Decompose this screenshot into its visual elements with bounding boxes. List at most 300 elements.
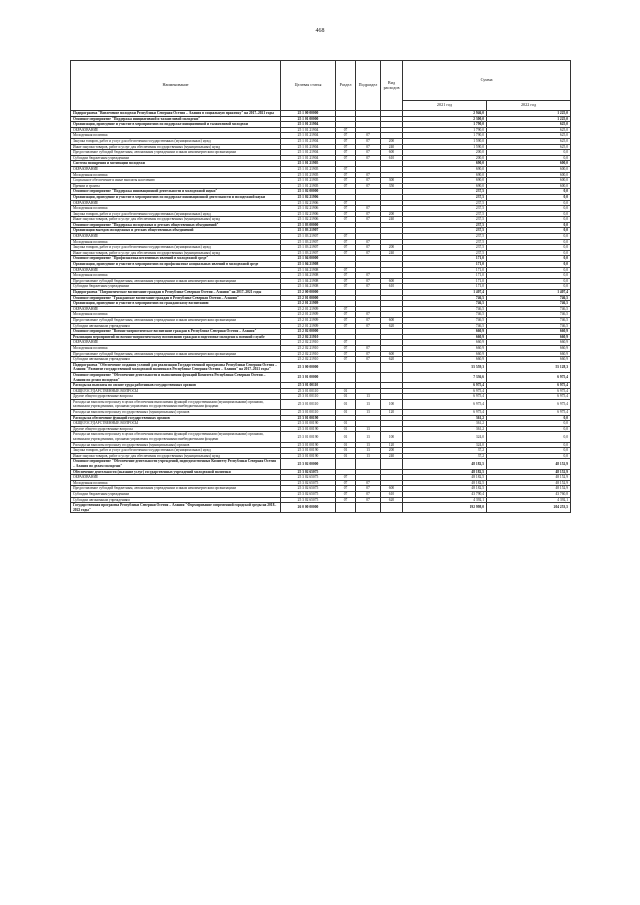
cell-y2: 746,5 — [487, 306, 571, 312]
cell-sub: 13 — [356, 448, 381, 454]
cell-exp: 200 — [381, 211, 403, 217]
cell-y2: 0,0 — [487, 250, 571, 256]
cell-y1: 6 975,4 — [403, 410, 487, 416]
cell-code: 25 1 01 21904 — [281, 155, 336, 161]
cell-code: 25 3 01 00110 — [281, 410, 336, 416]
cell-y2: 600,0 — [487, 166, 571, 172]
cell-name: Основное мероприятие "Поддержка молодежных и детских общественных объединений" — [71, 222, 281, 228]
cell-name: Основное мероприятие "Поддержка инновационной деятельности и молодежной науки" — [71, 189, 281, 195]
cell-y2: 48 152,9 — [487, 480, 571, 486]
cell-y2: 0,0 — [487, 206, 571, 212]
cell-y1: 690,0 — [403, 183, 487, 189]
table-row — [71, 432, 571, 442]
cell-name: Другие общегосударственные вопросы — [71, 426, 281, 432]
cell-y1: 55 559,3 — [403, 362, 487, 372]
header-year-2022: 2022 год — [487, 101, 571, 111]
cell-y1: 43 790,4 — [403, 491, 487, 497]
cell-name: Предоставление субсидий бюджетным, автономным учреждениям и иным некоммерческим организациям — [71, 486, 281, 492]
cell-code: 25 1 04 21908 — [281, 273, 336, 279]
cell-name: Предоставление субсидий бюджетным, автономным учреждениям и иным некоммерческим организациям — [71, 278, 281, 284]
cell-exp: 600 — [381, 150, 403, 156]
cell-y2: 0,0 — [487, 200, 571, 206]
cell-y2: 746,5 — [487, 301, 571, 307]
cell-y2: 6 975,4 — [487, 372, 571, 382]
cell-y1: 237,5 — [403, 206, 487, 212]
cell-name: Подпрограмма "Патриотическое воспитание граждан в Республике Северная Осетия – Алания" на 2017–2021 годы — [71, 290, 281, 296]
cell-sec: 07 — [336, 267, 356, 273]
cell-sec: 07 — [336, 217, 356, 223]
cell-y1: 746,5 — [403, 323, 487, 329]
cell-y1: 6 975,4 — [403, 399, 487, 409]
cell-y2: 0,0 — [487, 194, 571, 200]
cell-name: Предоставление субсидий бюджетным, автономным учреждениям и иным некоммерческим организациям — [71, 351, 281, 357]
cell-name: Субсидии автономным учреждениям — [71, 357, 281, 363]
cell-sec: 01 — [336, 394, 356, 400]
cell-name: Расходы на выплаты персоналу в целях обеспечения выполнения функций государственными (муниципальными) органами, казенными учреждениями, органами управления государственными внебюджетными фондами — [71, 432, 281, 442]
cell-y1: 7 336,6 — [403, 372, 487, 382]
cell-y2: 0,0 — [487, 267, 571, 273]
cell-sec: 01 — [336, 399, 356, 409]
cell-y1: 1 790,0 — [403, 122, 487, 128]
cell-exp: 600 — [381, 317, 403, 323]
cell-name: Молодежная политика — [71, 239, 281, 245]
cell-sub: 07 — [356, 245, 381, 251]
cell-code: 25 3 02 65075 — [281, 486, 336, 492]
cell-sec: 07 — [336, 239, 356, 245]
cell-code: 25 1 01 21904 — [281, 144, 336, 150]
cell-name: Организация, проведение и участие в мероприятиях по поддержке инициативной и талантливой молодежи — [71, 122, 281, 128]
cell-sec: 07 — [336, 306, 356, 312]
cell-name: Основное мероприятие "Профилактика негативных явлений в молодежной среде" — [71, 256, 281, 262]
cell-y1: 746,5 — [403, 306, 487, 312]
cell-y2: 0,0 — [487, 426, 571, 432]
cell-name: Предоставление субсидий бюджетным, автономным учреждениям и иным некоммерческим организациям — [71, 317, 281, 323]
cell-y2: 0,0 — [487, 211, 571, 217]
cell-name: Закупка товаров, работ и услуг для обеспечения государственных (муниципальных) нужд — [71, 138, 281, 144]
cell-name: Молодежная политика — [71, 133, 281, 139]
cell-exp: 120 — [381, 442, 403, 448]
cell-y2: 660,9 — [487, 357, 571, 363]
cell-sec: 07 — [336, 200, 356, 206]
cell-name: Субсидии автономным учреждениям — [71, 323, 281, 329]
header-name: Наименование — [71, 61, 281, 111]
cell-name: Основное мероприятие "Поддержка инициативной и талантливой молодежи" — [71, 116, 281, 122]
cell-exp: 200 — [381, 138, 403, 144]
cell-y1: 324,0 — [403, 442, 487, 448]
cell-name: Молодежная политика — [71, 345, 281, 351]
cell-y1: 660,9 — [403, 340, 487, 346]
cell-y1: 690,0 — [403, 178, 487, 184]
cell-y1: 237,5 — [403, 228, 487, 234]
cell-sub: 07 — [356, 345, 381, 351]
cell-sub: 13 — [356, 399, 381, 409]
cell-code: 25 1 02 21906 — [281, 200, 336, 206]
cell-y1: 746,5 — [403, 317, 487, 323]
cell-exp: 300 — [381, 178, 403, 184]
table-row — [71, 459, 571, 469]
cell-code: 25 2 01 00000 — [281, 295, 336, 301]
cell-y2: 625,0 — [487, 127, 571, 133]
cell-y2: 55 128,3 — [487, 362, 571, 372]
cell-sub: 07 — [356, 497, 381, 503]
cell-name: ОБРАЗОВАНИЕ — [71, 340, 281, 346]
cell-sub: 07 — [356, 239, 381, 245]
cell-y2: 0,0 — [487, 415, 571, 421]
cell-exp: 240 — [381, 144, 403, 150]
cell-code: 25 3 01 00190 — [281, 442, 336, 448]
cell-sec: 07 — [336, 150, 356, 156]
cell-name: Основное мероприятие "Гражданское воспитание граждан в Республике Северная Осетия – Алания" — [71, 295, 281, 301]
cell-sec: 07 — [336, 211, 356, 217]
cell-exp: 240 — [381, 217, 403, 223]
cell-code: 25 1 04 21908 — [281, 262, 336, 268]
cell-y2: 0,0 — [487, 228, 571, 234]
cell-name: Подпрограмма "Вовлечение молодежи Республики Северная Осетия – Алания в социальную практику" на 2017–2021 годы — [71, 111, 281, 117]
cell-sub: 13 — [356, 426, 381, 432]
cell-sec: 07 — [336, 234, 356, 240]
cell-sec: 07 — [336, 323, 356, 329]
cell-y2: 6 975,4 — [487, 383, 571, 389]
cell-code: 25 3 02 65075 — [281, 475, 336, 481]
cell-code: 25 3 01 00190 — [281, 432, 336, 442]
cell-name: Расходы на выплаты по оплате труда работников государственных органов — [71, 383, 281, 389]
cell-code: 25 1 03 21907 — [281, 239, 336, 245]
cell-sec: 07 — [336, 491, 356, 497]
cell-name: Закупка товаров, работ и услуг для обеспечения государственных (муниципальных) нужд — [71, 448, 281, 454]
cell-code: 25 1 01 21905 — [281, 166, 336, 172]
cell-y1: 660,9 — [403, 357, 487, 363]
cell-sec: 01 — [336, 432, 356, 442]
cell-y2: 0,0 — [487, 150, 571, 156]
cell-sub: 07 — [356, 491, 381, 497]
cell-sec: 07 — [336, 357, 356, 363]
cell-y2: 746,5 — [487, 323, 571, 329]
cell-y2: 4 392,1 — [487, 497, 571, 503]
cell-code: 25 3 02 65075 — [281, 497, 336, 503]
cell-y1: 237,5 — [403, 211, 487, 217]
cell-name: Иные закупки товаров, работ и услуг для обеспечения государственных (муниципальных) нужд — [71, 453, 281, 459]
cell-y2: 0,0 — [487, 432, 571, 442]
cell-code: 25 3 01 00190 — [281, 421, 336, 427]
cell-code: 25 1 01 21904 — [281, 127, 336, 133]
cell-exp — [381, 503, 403, 513]
cell-sec: 07 — [336, 138, 356, 144]
cell-sec: 07 — [336, 178, 356, 184]
cell-sub: 13 — [356, 410, 381, 416]
header-expense-type: Вид расходов — [381, 61, 403, 111]
cell-exp: 610 — [381, 155, 403, 161]
cell-exp: 600 — [381, 486, 403, 492]
cell-y1: 2 946,0 — [403, 111, 487, 117]
cell-sec: 07 — [336, 144, 356, 150]
cell-name: ОБРАЗОВАНИЕ — [71, 200, 281, 206]
cell-sec: 01 — [336, 426, 356, 432]
cell-code: 25 1 03 21907 — [281, 228, 336, 234]
cell-y1: 237,5 — [403, 250, 487, 256]
cell-y1: 200,0 — [403, 150, 487, 156]
cell-y2: 625,0 — [487, 122, 571, 128]
cell-sub: 07 — [356, 284, 381, 290]
cell-y1: 48 182,5 — [403, 475, 487, 481]
cell-y2: 660,9 — [487, 329, 571, 335]
cell-name: Другие общегосударственные вопросы — [71, 394, 281, 400]
cell-name: Молодежная политика — [71, 480, 281, 486]
cell-y1: 6 975,4 — [403, 383, 487, 389]
cell-y1: 1 790,0 — [403, 133, 487, 139]
cell-code: 25 1 01 21904 — [281, 133, 336, 139]
cell-y1: 361,2 — [403, 426, 487, 432]
cell-name: ОБРАЗОВАНИЕ — [71, 306, 281, 312]
cell-sec: 07 — [336, 206, 356, 212]
cell-sub: 13 — [356, 453, 381, 459]
cell-name: Расходы на выплаты персоналу государственных (муниципальных) органов — [71, 410, 281, 416]
cell-y1: 1 590,0 — [403, 138, 487, 144]
cell-y2: 48 152,9 — [487, 459, 571, 469]
cell-sec: 07 — [336, 245, 356, 251]
cell-y1: 237,5 — [403, 217, 487, 223]
cell-code: 25 2 02 00000 — [281, 329, 336, 335]
cell-name: Реализация мероприятий по военно-патриотическому воспитанию граждан и подготовке молодежи к военной службе — [71, 334, 281, 340]
cell-exp: 240 — [381, 453, 403, 459]
cell-y2: 600,0 — [487, 161, 571, 167]
cell-y1: 237,5 — [403, 189, 487, 195]
cell-sec: 07 — [336, 155, 356, 161]
cell-y2: 1 407,4 — [487, 290, 571, 296]
cell-name: Расходы на выплаты персоналу в целях обеспечения выполнения функций государственными (муниципальными) органами, казенными учреждениями, органами управления государственными внебюджетными фондами — [71, 399, 281, 409]
cell-sub: 13 — [356, 442, 381, 448]
cell-exp: 200 — [381, 448, 403, 454]
cell-name: Организация, проведение и участие в мероприятиях по гражданскому воспитанию — [71, 301, 281, 307]
cell-sec: 07 — [336, 127, 356, 133]
cell-name: Организация, проведение и участие в мероприятиях по профилактике асоциальных явлений в молодежной среде — [71, 262, 281, 268]
cell-sec: 07 — [336, 351, 356, 357]
cell-name: Молодежная политика — [71, 273, 281, 279]
cell-y2: 0,0 — [487, 189, 571, 195]
cell-code: 25 1 03 21907 — [281, 245, 336, 251]
cell-name: Иные закупки товаров, работ и услуг для обеспечения государственных (муниципальных) нужд — [71, 250, 281, 256]
cell-sub — [356, 459, 381, 469]
cell-name: Основное мероприятие "Обеспечение деятельности и выполнения функций Комитета Республики Северная Осетия – Алания по делам молодежи" — [71, 372, 281, 382]
cell-y2: 600,0 — [487, 172, 571, 178]
cell-name: Обеспечение деятельности (оказание услуг) государственных учреждений молодежной политики — [71, 469, 281, 475]
budget-table — [70, 60, 571, 513]
cell-y1: 2 300,0 — [403, 116, 487, 122]
cell-sec: 07 — [336, 133, 356, 139]
cell-exp: 610 — [381, 284, 403, 290]
cell-y1: 660,9 — [403, 351, 487, 357]
page-number: 468 — [315, 28, 325, 34]
cell-name: ОБРАЗОВАНИЕ — [71, 267, 281, 273]
cell-sub: 07 — [356, 323, 381, 329]
cell-y1: 660,9 — [403, 334, 487, 340]
cell-y1: 1 590,0 — [403, 144, 487, 150]
cell-name: Предоставление субсидий бюджетным, автономным учреждениям и иным некоммерческим организациям — [71, 150, 281, 156]
cell-y2: 660,9 — [487, 351, 571, 357]
cell-sec: 07 — [336, 183, 356, 189]
cell-y2: 6 975,4 — [487, 399, 571, 409]
cell-code: 25 2 01 21909 — [281, 301, 336, 307]
cell-y2: 6 975,4 — [487, 394, 571, 400]
cell-y1: 237,5 — [403, 245, 487, 251]
cell-name: ОБРАЗОВАНИЕ — [71, 475, 281, 481]
cell-sub: 07 — [356, 206, 381, 212]
cell-sub: 07 — [356, 172, 381, 178]
cell-code: 25 3 02 65075 — [281, 480, 336, 486]
cell-name: Социальное обеспечение и иные выплаты населению — [71, 178, 281, 184]
cell-sub: 07 — [356, 312, 381, 318]
cell-code: 25 1 02 21906 — [281, 194, 336, 200]
cell-y2: 746,5 — [487, 295, 571, 301]
cell-sec: 07 — [336, 166, 356, 172]
cell-sub: 07 — [356, 150, 381, 156]
cell-sub: 07 — [356, 138, 381, 144]
cell-code: 25 1 01 21905 — [281, 161, 336, 167]
cell-sec: 01 — [336, 410, 356, 416]
cell-code: 25 2 02 21910 — [281, 345, 336, 351]
cell-sec: 01 — [336, 448, 356, 454]
cell-name: Система поощрения и мотивации молодежи — [71, 161, 281, 167]
cell-sub: 07 — [356, 278, 381, 284]
cell-y1: 171,0 — [403, 262, 487, 268]
cell-sec — [336, 459, 356, 469]
cell-code: 25 2 00 00000 — [281, 290, 336, 296]
cell-y1: 1 407,4 — [403, 290, 487, 296]
cell-y2: 48 152,9 — [487, 475, 571, 481]
cell-y1: 690,0 — [403, 166, 487, 172]
cell-sec: 07 — [336, 317, 356, 323]
cell-y2: 48 152,9 — [487, 469, 571, 475]
cell-exp: 600 — [381, 351, 403, 357]
cell-sub: 07 — [356, 144, 381, 150]
cell-code: 25 2 02 21910 — [281, 351, 336, 357]
cell-sec: 07 — [336, 172, 356, 178]
table-row — [71, 362, 571, 372]
cell-y2: 0,0 — [487, 245, 571, 251]
cell-y2: 0,0 — [487, 262, 571, 268]
cell-name: Молодежная политика — [71, 172, 281, 178]
cell-code: 25 3 00 00000 — [281, 362, 336, 372]
cell-y1: 171,0 — [403, 267, 487, 273]
cell-code: 25 3 02 65075 — [281, 469, 336, 475]
cell-y2: 204 253,5 — [487, 503, 571, 513]
cell-sec: 07 — [336, 475, 356, 481]
cell-code: 25 2 01 21909 — [281, 323, 336, 329]
cell-sec: 07 — [336, 278, 356, 284]
cell-name: Субсидии автономным учреждениям — [71, 497, 281, 503]
cell-y1: 171,0 — [403, 273, 487, 279]
cell-y1: 324,0 — [403, 432, 487, 442]
cell-code: 25 2 01 21909 — [281, 317, 336, 323]
cell-name: ОБРАЗОВАНИЕ — [71, 127, 281, 133]
cell-code: 25 2 01 21909 — [281, 306, 336, 312]
cell-code: 25 3 01 00110 — [281, 399, 336, 409]
cell-sec — [336, 372, 356, 382]
cell-code: 25 1 01 21904 — [281, 138, 336, 144]
cell-y1: 171,0 — [403, 256, 487, 262]
cell-sub: 07 — [356, 273, 381, 279]
header-sum: Сумма — [403, 61, 571, 101]
cell-sec: 07 — [336, 284, 356, 290]
cell-sub: 13 — [356, 432, 381, 442]
cell-name: Расходы на выплаты персоналу государственных (муниципальных) органов — [71, 442, 281, 448]
cell-name: Закупка товаров, работ и услуг для обеспечения государственных (муниципальных) нужд — [71, 245, 281, 251]
cell-exp: 610 — [381, 491, 403, 497]
cell-exp: 620 — [381, 323, 403, 329]
cell-y2: 6 975,4 — [487, 410, 571, 416]
cell-y1: 746,5 — [403, 312, 487, 318]
cell-y2: 0,0 — [487, 421, 571, 427]
cell-y2: 0,0 — [487, 442, 571, 448]
cell-y1: 6 975,4 — [403, 394, 487, 400]
cell-y1: 690,0 — [403, 161, 487, 167]
cell-y1: 200,0 — [403, 155, 487, 161]
cell-y1: 237,5 — [403, 239, 487, 245]
cell-y2: 43 760,8 — [487, 491, 571, 497]
cell-name: Расходы на обеспечение функций государственных органов — [71, 415, 281, 421]
cell-exp: 600 — [381, 278, 403, 284]
cell-y2: 0,0 — [487, 278, 571, 284]
cell-name: Субсидии бюджетным учреждениям — [71, 155, 281, 161]
cell-name: Молодежная политика — [71, 312, 281, 318]
cell-sub: 07 — [356, 351, 381, 357]
table-header — [71, 61, 571, 111]
cell-name: Субсидии бюджетным учреждениям — [71, 491, 281, 497]
cell-y2: 0,0 — [487, 273, 571, 279]
cell-y2: 0,0 — [487, 284, 571, 290]
cell-name: Организация выездов молодежных и детских общественных объединений — [71, 228, 281, 234]
cell-name: ОБЩЕГОСУДАРСТВЕННЫЕ ВОПРОСЫ — [71, 388, 281, 394]
cell-name: Основное мероприятие "Обеспечение деятельности учреждений, подведомственных Комитету Республики Северная Осетия – Алания по делам молодежи" — [71, 459, 281, 469]
cell-exp — [381, 372, 403, 382]
cell-y1: 660,9 — [403, 345, 487, 351]
cell-y1: 37,2 — [403, 453, 487, 459]
cell-sec: 01 — [336, 453, 356, 459]
cell-sec: 07 — [336, 345, 356, 351]
cell-y2: 0,0 — [487, 217, 571, 223]
cell-sub: 07 — [356, 217, 381, 223]
cell-sub: 13 — [356, 394, 381, 400]
cell-code: 25 1 00 00000 — [281, 111, 336, 117]
cell-y1: 237,5 — [403, 194, 487, 200]
cell-y2: 600,0 — [487, 183, 571, 189]
cell-exp: 620 — [381, 357, 403, 363]
cell-y2: 746,5 — [487, 317, 571, 323]
cell-y1: 690,0 — [403, 172, 487, 178]
cell-code: 25 1 02 21906 — [281, 206, 336, 212]
header-section: Раздел — [336, 61, 356, 111]
cell-name: Государственная программа Республики Северная Осетия – Алания "Формирование современной городской среды на 2018–2022 годы" — [71, 503, 281, 513]
cell-y1: 237,5 — [403, 222, 487, 228]
cell-name: Закупка товаров, работ и услуг для обеспечения государственных (муниципальных) нужд — [71, 211, 281, 217]
cell-sec: 01 — [336, 421, 356, 427]
cell-exp — [381, 459, 403, 469]
table-body — [71, 111, 571, 513]
cell-exp: 350 — [381, 183, 403, 189]
cell-code: 25 1 04 21908 — [281, 284, 336, 290]
cell-y2: 625,0 — [487, 144, 571, 150]
cell-y1: 192 998,0 — [403, 503, 487, 513]
cell-code: 25 1 01 21905 — [281, 178, 336, 184]
cell-code: 25 3 02 65075 — [281, 491, 336, 497]
cell-sub: 07 — [356, 250, 381, 256]
table-row — [71, 372, 571, 382]
cell-name: Субсидии бюджетным учреждениям — [71, 284, 281, 290]
cell-name: Премии и гранты — [71, 183, 281, 189]
cell-name: Организация, проведение и участие в мероприятиях по поддержке инновационной деятельности и молодежной науки — [71, 194, 281, 200]
cell-sec: 07 — [336, 312, 356, 318]
cell-y1: 660,9 — [403, 329, 487, 335]
cell-code: 25 1 02 00000 — [281, 189, 336, 195]
